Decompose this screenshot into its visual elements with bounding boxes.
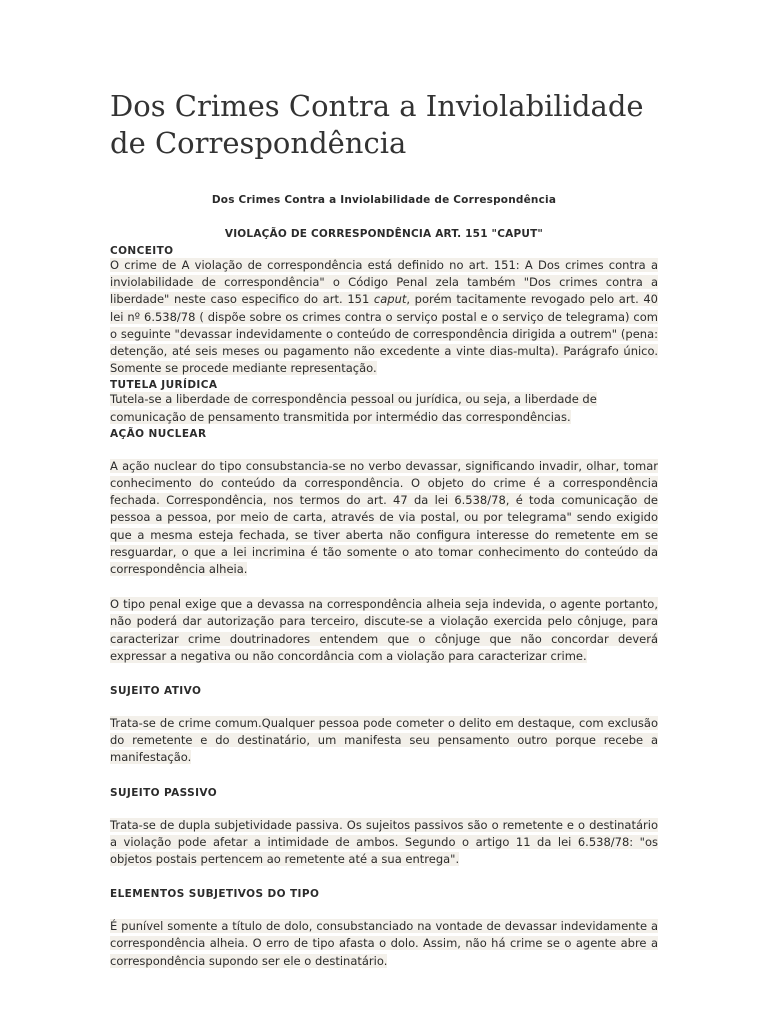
sujeito-ativo-paragraph: [110, 715, 658, 767]
article-heading: VIOLAÇÃO DE CORRESPONDÊNCIA ART. 151 "CAPUT": [224, 228, 544, 240]
acao-nuclear-text-1: A ação nuclear do tipo consubstancia-se no verbo devassar, significando invadir, olhar, tomar conhecimento do conteúdo da correspondência. O objeto do crime é a correspondência fechada. Correspondência, nos termos do art. 47 da lei 6.538/78, é toda comunicação de pessoa a pessoa, por meio de carta, através de via postal, ou por telegrama" sendo exigido que a mesma esteja fechada, se tiver aberta não configura interesse do remetente em se resguardar, o que a lei incrimina é tão somente o ato tomar conhecimento do conteúdo da correspondência alheia.: [110, 458, 658, 577]
conceito-text-italic: caput: [373, 292, 407, 307]
section-heading-elementos-subjetivos: ELEMENTOS SUBJETIVOS DO TIPO: [110, 888, 320, 901]
acao-nuclear-text-2: O tipo penal exige que a devassa na correspondência alheia seja indevida, o agente portanto, não poderá dar autorização para terceiro, discute-se a violação exercida pelo cônjuge, para caracterizar crime doutrinadores entendem que o cônjuge que não concordar deverá expressar a negativa ou não concordância com a violação para caracterizar crime.: [110, 597, 658, 663]
acao-nuclear-paragraph-2: [110, 596, 658, 665]
document-subtitle: Dos Crimes Contra a Inviolabilidade de Correspondência: [211, 194, 557, 206]
document-body: [110, 190, 658, 970]
acao-nuclear-paragraph-1: [110, 458, 658, 578]
sujeito-passivo-text: Trata-se de dupla subjetividade passiva. Os sujeitos passivos são o remetente e o destinatário a violação pode afetar a intimidade de ambos. Segundo o artigo 11 da lei 6.538/78: "os objetos postais pertencem ao remetente até a sua entrega".: [110, 817, 658, 867]
section-heading-acao-nuclear: AÇÃO NUCLEAR: [110, 427, 207, 440]
tutela-text: Tutela-se a liberdade de correspondência pessoal ou jurídica, ou seja, a liberdade de comunicação de pensamento transmitida por intermédio das correspondências.: [110, 392, 597, 424]
section-heading-sujeito-passivo: SUJEITO PASSIVO: [110, 786, 218, 799]
section-heading-tutela: TUTELA JURÍDICA: [110, 379, 218, 392]
tutela-paragraph: [110, 391, 658, 425]
section-heading-sujeito-ativo: SUJEITO ATIVO: [110, 685, 202, 698]
sujeito-passivo-paragraph: [110, 817, 658, 869]
conceito-text-end: , porém tacitamente revogado pelo art. 40 lei nº 6.538/78 ( dispõe sobre os crimes contra o serviço postal e o serviço de telegrama) com o seguinte "devassar indevidamente o conteúdo de correspondência dirigida a outrem" (pena: detenção, até seis meses ou pagamento não excedente a vinte dias-multa). Parágrafo único. Somente se procede mediante representação.: [110, 292, 658, 376]
sujeito-ativo-text: Trata-se de crime comum.Qualquer pessoa pode cometer o delito em destaque, com exclusão do remetente e do destinatário, um manifesta seu pensamento outro porque recebe a manifestação.: [110, 716, 658, 765]
conceito-text-start: O crime de A violação de correspondência está definido no art. 151: A Dos crimes contra a inviolabilidade de correspondência" o Código Penal zela também "Dos crimes contra a liberdade" neste caso especifico do art. 151: [110, 258, 658, 307]
conceito-paragraph: [110, 257, 658, 377]
elementos-subjetivos-paragraph: [110, 918, 658, 970]
document-title: Dos Crimes Contra a Inviolabilidade de Correspondência: [110, 89, 644, 160]
section-heading-conceito: CONCEITO: [110, 245, 174, 257]
elementos-subjetivos-text: É punível somente a título de dolo, consubstanciado na vontade de devassar indevidamente a correspondência alheia. O erro de tipo afasta o dolo. Assim, não há crime se o agente abre a correspondência supondo ser ele o destinatário.: [110, 919, 658, 968]
